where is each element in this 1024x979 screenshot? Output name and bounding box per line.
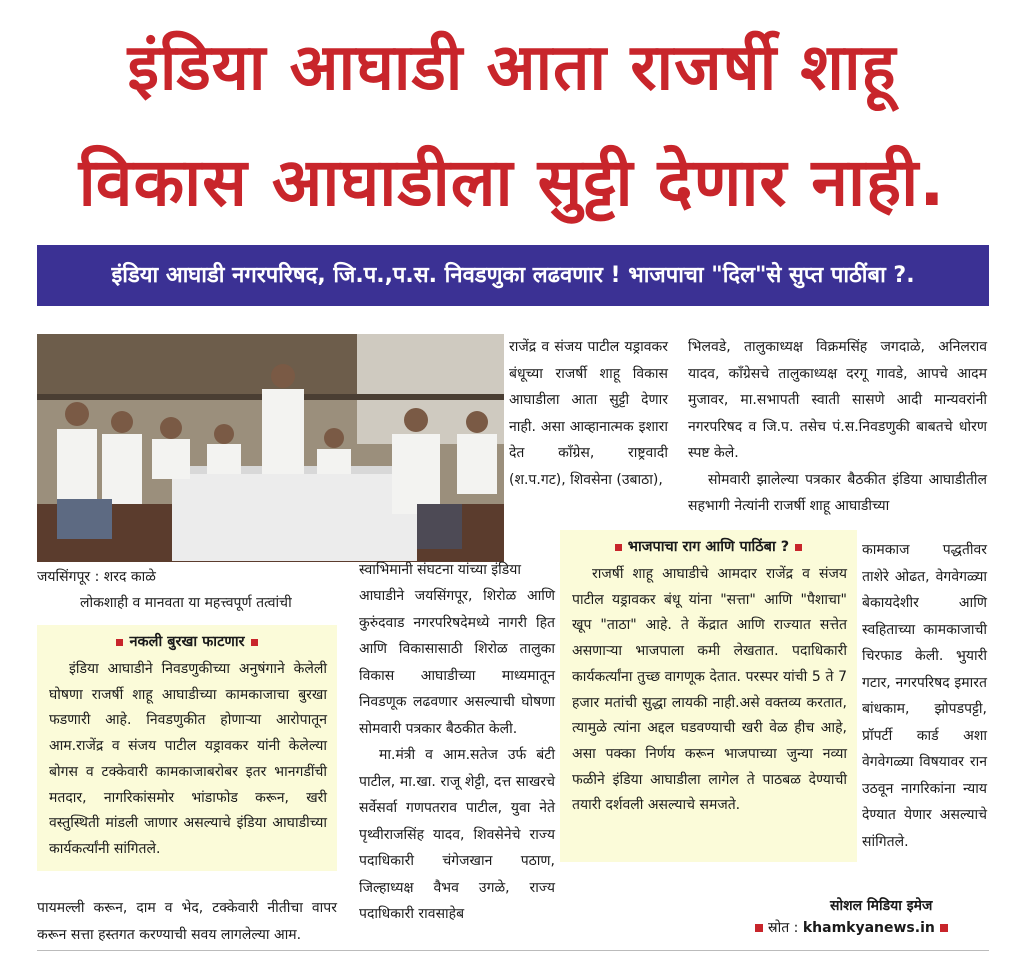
bullet-square-icon [755,924,763,932]
photo-credit: जयसिंगपूर : शरद काळे [37,569,156,585]
headline-line-1: इंडिया आघाडी आता राजर्षी शाहू [127,31,897,105]
column-2-body [359,583,555,928]
box-title: भाजपाचा राग आणि पाठिंबा ? [560,530,857,560]
column-2-paragraph-1: आघाडीने जयसिंगपूर, शिरोळ आणि कुरुंदवाड नगरपरिषदेमध्ये नागरी हित आणि विकासासाठी शिरोळ तालुका विकास आघाडीच्या माध्यमातून निवडणूक लढवणार असल्याची घोषणा सोमवारी पत्रकार बैठकीत केली. [359,588,555,737]
column-2-paragraph-2: मा.मंत्री व आम.सतेज उर्फ बंटी पाटील, मा.खा. राजू शेट्टी, दत्त साखरचे सर्वेसर्वा गणपतराव पाटील, युवा नेते पृथ्वीराजसिंह यादव, शिवसेनेचे राज्य पदाधिकारी चंगेजखान पठाण, जिल्हाध्यक्ष वैभव उगळे, राज्य पदाधिकारी रावसाहेब [359,747,555,922]
bullet-square-icon [795,544,802,551]
subheadline-banner: इंडिया आघाडी नगरपरिषद, जि.प.,प.स. निवडणुका लढवणार ! भाजपाचा "दिल"से सुप्त पाठींबा ?. [37,245,989,306]
column-3-paragraph-1: भिलवडे, तालुकाध्यक्ष विक्रमसिंह जगदाळे, अनिलराव यादव, काँग्रेसचे तालुकाध्यक्ष दरगू गावडे, आपचे आदम मुजावर, मा.सभापती स्वाती सासणे आदी मान्यवरांनी नगरपरिषद व जि.प. तसेच पं.स.निवडणुकी बाबतचे धोरण स्पष्ट केले. [688,339,987,461]
bullet-square-icon [116,639,123,646]
footer-source: स्रोत : khamkyanews.in [750,918,953,937]
column-2-top-text: राजेंद्र व संजय पाटील यड्रावकर बंधूच्या राजर्षी शाहू विकास आघाडीला आता सुट्टी देणार नाही. असा आव्हानात्मक इशारा देत काँग्रेस, राष्ट्रवादी (श.प.गट), शिवसेना (उबाठा), [509,339,668,488]
source-site: khamkyanews.in [802,920,935,936]
press-conference-photo [37,334,504,562]
bullet-square-icon [940,924,948,932]
bottom-divider [37,950,989,951]
sidebar-box-nakli-burkha [37,625,337,871]
column-3-top [688,334,987,520]
column-1-bottom-text: पायमल्ली करून, दाम व भेद, टक्केवारी नीतीचा वापर करून सत्ता हस्तगत करण्याची सवय लागलेल्या आम. [37,900,337,943]
column-3-paragraph-2: सोमवारी झालेल्या पत्रकार बैठकीत इंडिया आघाडीतील सहभागी नेत्यांनी राजर्षी शाहू आघाडीच्या [688,471,987,514]
sidebar-box-bjp-support [560,530,857,862]
column-3-narrow-text: कामकाज पद्धतीवर ताशेरे ओढत, वेगवेगळ्या बेकायदेशीर आणि स्वहिताच्या कामकाजाची चिरफाड केली. भुयारी गटार, नगरपरिषद इमारत बांधकाम, झोपडपट्टी, प्रॉपर्टी कार्ड अशा वेगवेगळ्या विषयावर रान उठवून नागरिकांना न्याय देण्यात येणार असल्याचे सांगितले. [862,542,987,850]
bullet-square-icon [615,544,622,551]
headline-line-2: विकास आघाडीला सुट्टी देणार नाही. [78,144,946,221]
box-body-text: इंडिया आघाडीने निवडणुकीच्या अनुषंगाने केलेली घोषणा राजर्षी शाहू आघाडीच्या कामकाजाचा बुरखा फडणारी आहे. निवडणुकीत होणाऱ्या आरोपातून आम.राजेंद्र व संजय पाटील यड्रावकर यांनी केलेल्या बोगस व टक्केवारी कामकाजाबरोबर इतर भानगडींची मतदार, नागरिकांसमोर भांडाफोड करून, खरी वस्तुस्थिती मांडली जाणार असल्याचे इंडिया आघाडीच्या कार्यकर्त्यांनी सांगितले. [49,661,327,857]
photo-caption-line: लोकशाही व मानवता या महत्त्वपूर्ण तत्वांची [80,595,292,611]
footer-label: सोशल मिडिया इमेज [830,898,933,914]
box-title: नकली बुरखा फाटणार [37,625,337,655]
box-body-text: राजर्षी शाहू आघाडीचे आमदार राजेंद्र व संजय पाटील यड्रावकर बंधू यांना "सत्ता" आणि "पैशाचा" खूप "ताठा" आहे. ते केंद्रात आणि राज्यात सत्तेत असणाऱ्या भाजपाला कमी लेखतात. पदाधिकारी कार्यकर्त्यांना तुच्छ वागणूक देतात. परस्पर यांची 5 ते 7 हजार मतांची सुद्धा लायकी नाही.असे वक्तव्य करतात, त्यामुळे त्यांना अद्दल घडवण्याची खरी वेळ हीच आहे, असा पक्का निर्णय करून भाजपाच्या जुन्या नव्या फळीने इंडिया आघाडीला लागेल ते पाठबळ देण्याची तयारी दर्शवली असल्याचे समजते. [572,566,847,814]
column-2-continued-line: स्वाभिमानी संघटना यांच्या इंडिया [359,562,522,578]
bullet-square-icon [251,639,258,646]
